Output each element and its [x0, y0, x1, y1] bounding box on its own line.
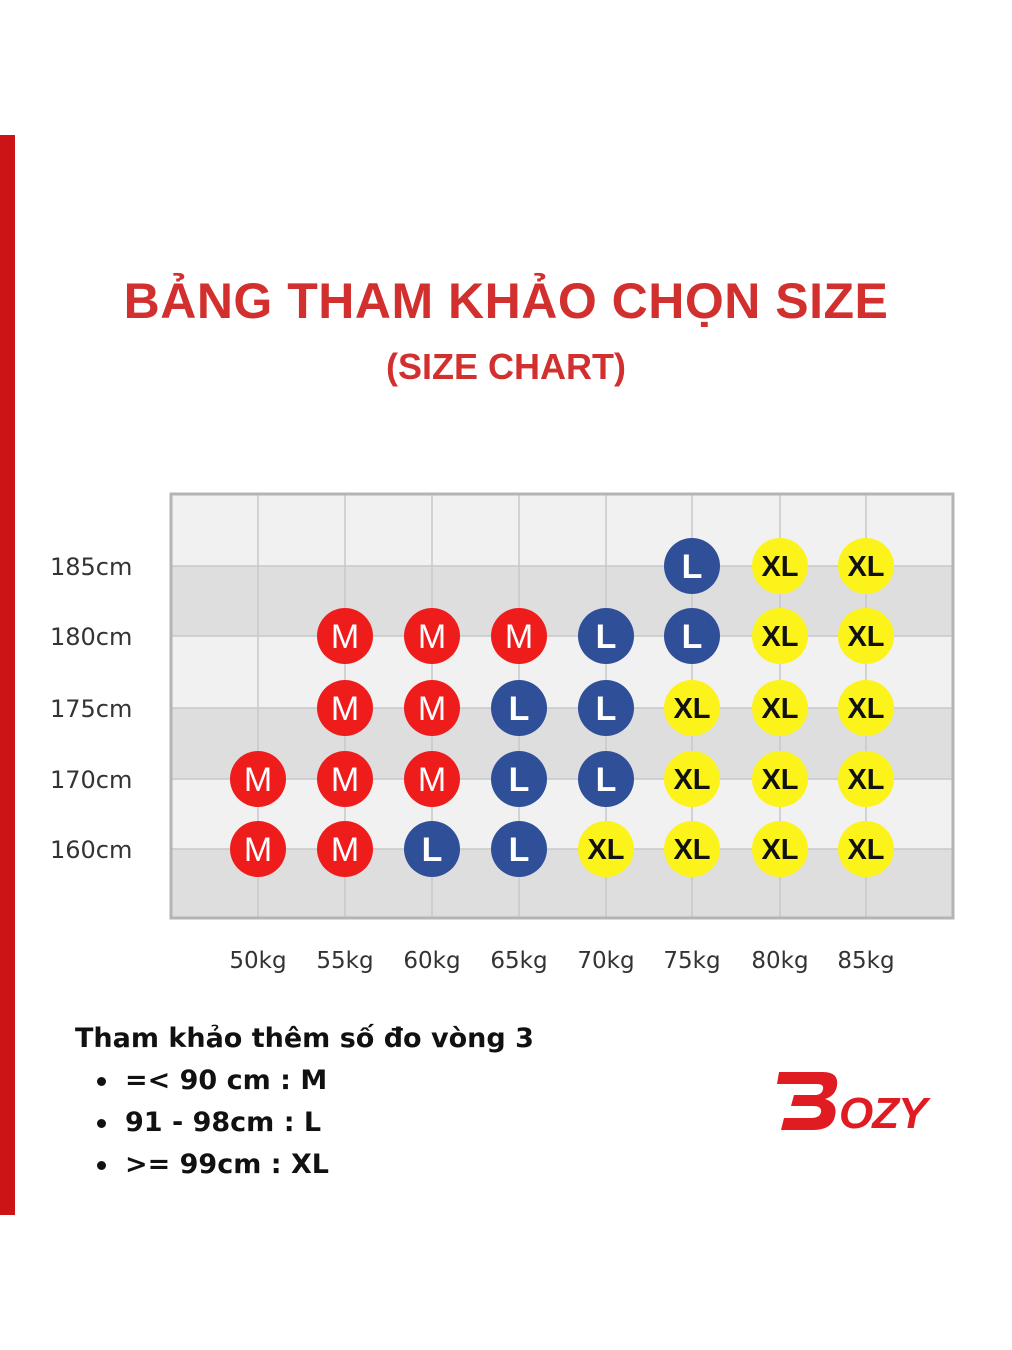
y-tick-label: 175cm — [50, 695, 133, 723]
y-tick-label: 160cm — [50, 836, 133, 864]
size-label: M — [330, 690, 360, 728]
size-label: L — [681, 548, 703, 586]
size-label: L — [508, 761, 530, 799]
note-item-xl: >= 99cm : XL — [125, 1144, 534, 1186]
chart-title: BẢNG THAM KHẢO CHỌN SIZE — [123, 273, 889, 329]
size-label: L — [681, 618, 703, 656]
x-tick-label: 65kg — [490, 948, 548, 974]
chart-band — [171, 566, 953, 636]
size-label: L — [421, 831, 443, 869]
x-tick-label: 55kg — [316, 948, 374, 974]
bozy-logo — [775, 1058, 945, 1143]
chart-subtitle: (SIZE CHART) — [386, 346, 626, 387]
x-tick-label: 50kg — [229, 948, 287, 974]
size-label: XL — [761, 621, 799, 653]
size-label: L — [508, 831, 530, 869]
x-tick-label: 85kg — [837, 948, 895, 974]
size-label: XL — [673, 834, 711, 866]
note-item-m: =< 90 cm : M — [125, 1060, 534, 1102]
size-label: XL — [673, 764, 711, 796]
size-label: L — [595, 690, 617, 728]
chart-band — [171, 708, 953, 779]
size-label: M — [243, 831, 273, 869]
size-label: XL — [761, 834, 799, 866]
y-tick-label: 180cm — [50, 623, 133, 651]
size-label: M — [504, 618, 534, 656]
size-label: M — [243, 761, 273, 799]
size-label: XL — [847, 764, 885, 796]
x-tick-label: 70kg — [577, 948, 635, 974]
size-label: XL — [847, 621, 885, 653]
y-tick-label: 185cm — [50, 553, 133, 581]
hip-measurement-note — [75, 1023, 534, 1186]
size-label: M — [417, 618, 447, 656]
size-label: XL — [847, 551, 885, 583]
size-label: XL — [587, 834, 625, 866]
x-tick-label: 60kg — [403, 948, 461, 974]
size-label: XL — [761, 764, 799, 796]
size-label: L — [595, 618, 617, 656]
size-label: M — [330, 761, 360, 799]
chart-band — [171, 849, 953, 918]
x-tick-label: 80kg — [751, 948, 809, 974]
size-label: M — [417, 761, 447, 799]
size-label: XL — [673, 693, 711, 725]
x-tick-label: 75kg — [663, 948, 721, 974]
size-label: XL — [847, 693, 885, 725]
note-item-l: 91 - 98cm : L — [125, 1102, 534, 1144]
size-label: XL — [847, 834, 885, 866]
note-list — [75, 1060, 534, 1186]
size-label: L — [595, 761, 617, 799]
size-label: M — [417, 690, 447, 728]
y-tick-label: 170cm — [50, 766, 133, 794]
size-label: M — [330, 618, 360, 656]
size-label: XL — [761, 693, 799, 725]
note-title: Tham khảo thêm số đo vòng 3 — [75, 1023, 534, 1054]
logo-text: OZY — [839, 1089, 927, 1138]
size-label: M — [330, 831, 360, 869]
size-label: L — [508, 690, 530, 728]
size-label: XL — [761, 551, 799, 583]
